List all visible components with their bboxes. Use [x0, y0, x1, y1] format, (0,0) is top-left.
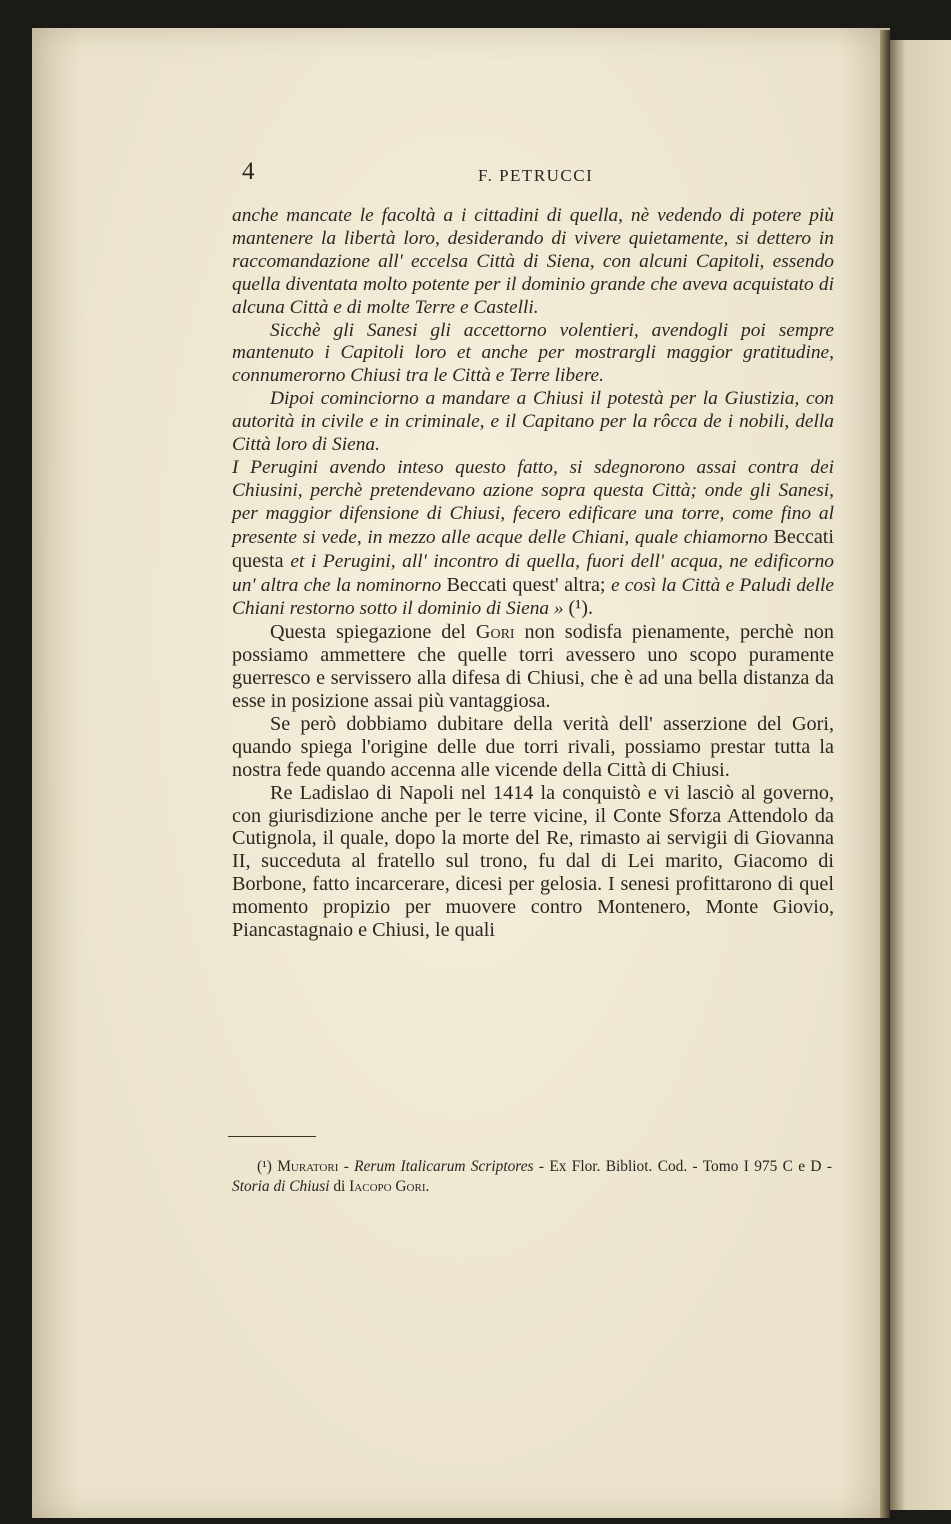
running-head: [242, 158, 822, 192]
paragraph-4-seg-3: et i Perugini, all' incontro di quella, fuori dell' acqua, ne edificorno un' altra che la nominorno: [232, 550, 834, 596]
paragraph-4: [232, 457, 834, 621]
paragraph-5-seg-3: non sodisfa pienamente, perchè non possiamo ammettere che quelle torri avessero uno scopo puramente guerresco e servissero alla difesa di Chiusi, che è ad una bella distanza da esse in posizione assai più vantaggiosa.: [232, 621, 834, 713]
next-page-edge: [888, 40, 951, 1510]
paragraph-2: Sicchè gli Sanesi gli accettorno volentieri, avendogli poi sempre mantenuto i Capitoli loro et anche per mostrargli maggior gratitudine, connumerorno Chiusi tra le Città e Terre libere.: [232, 319, 834, 387]
footnote-end: .: [425, 1178, 430, 1195]
body-text: [232, 205, 834, 942]
paragraph-4-seg-5: e così la Città e Paludi delle Chiani restorno sotto il dominio di Siena »: [232, 574, 835, 620]
paragraph-4-seg-2: Beccati questa: [232, 525, 834, 572]
paragraph-5: [232, 621, 834, 713]
footnote-citation: - Ex Flor. Bibliot. Cod. - Tomo I 975 C e D -: [533, 1158, 832, 1175]
footnote-work-title-2: Storia di Chiusi: [232, 1178, 330, 1195]
paragraph-1: anche mancate le facoltà a i cittadini di quella, nè vedendo di potere più mantenere la libertà loro, desiderando di vivere quietamente, si dettero in raccomandazione all' eccelsa Città di Siena, con alcuni Capitoli, essendo quella diventata molto potente per il dominio grande che aveva acquistato di alcuna Città e di molte Terre e Castelli.: [232, 205, 834, 318]
footnote-rule: [228, 1136, 316, 1137]
footnote-text: [232, 1157, 832, 1197]
running-head-author: F. PETRUCCI: [478, 166, 594, 185]
footnote-author: Muratori: [277, 1158, 339, 1175]
paragraph-5-seg-2: Gori: [475, 621, 515, 644]
footnote-di: di: [329, 1178, 350, 1195]
paragraph-4-seg-4: Beccati quest' altra;: [446, 573, 611, 596]
footnote: [232, 1157, 832, 1197]
paragraph-3: Dipoi cominciorno a mandare a Chiusi il potestà per la Giustizia, con autorità in civile e in criminale, e il Capitano per la rôcca de i nobili, della Città loro di Siena.: [232, 388, 834, 456]
footnote-marker: (¹): [257, 1158, 272, 1175]
paragraph-4-seg-1: I Perugini avendo inteso questo fatto, si sdegnorono assai contra dei Chiusini, perchè pretendevano azione sopra questa Città; onde gli Sanesi, per maggior difensione di Chiusi, fecero edificare una torre, come fino al presente si vede, in mezzo alle acque delle Chiani, quale chiamorno: [232, 456, 834, 548]
footnote-work-title: Rerum Italicarum Scriptores: [354, 1158, 534, 1175]
paragraph-7: Re Ladislao di Napoli nel 1414 la conquistò e vi lasciò al governo, con giurisdizione anche per le terre vicine, il Conte Sforza Attendolo da Cutignola, il quale, dopo la morte del Re, rimasto ai servigii di Giovanna II, succeduta al fratello sul trono, fu dal di Lei marito, Giacomo di Borbone, fatto incarcerare, dicesi per gelosia. I senesi profittarono di quel momento propizio per muovere contro Montenero, Monte Giovio, Piancastagnaio e Chiusi, le quali: [232, 781, 834, 942]
footnote-separator-1: -: [338, 1158, 355, 1175]
paragraph-5-seg-1: Questa spiegazione del: [270, 621, 476, 644]
paragraph-6: Se però dobbiamo dubitare della verità dell' asserzione del Gori, quando spiega l'origine delle due torri rivali, possiamo prestar tutta la nostra fede quando accenna alle vicende della Città di Chiusi.: [232, 712, 834, 781]
footnote-reference: (¹).: [568, 597, 594, 620]
page-number: 4: [242, 158, 255, 185]
page-edge-shadow: [880, 30, 890, 1518]
footnote-author-2: Iacopo Gori: [349, 1178, 426, 1195]
